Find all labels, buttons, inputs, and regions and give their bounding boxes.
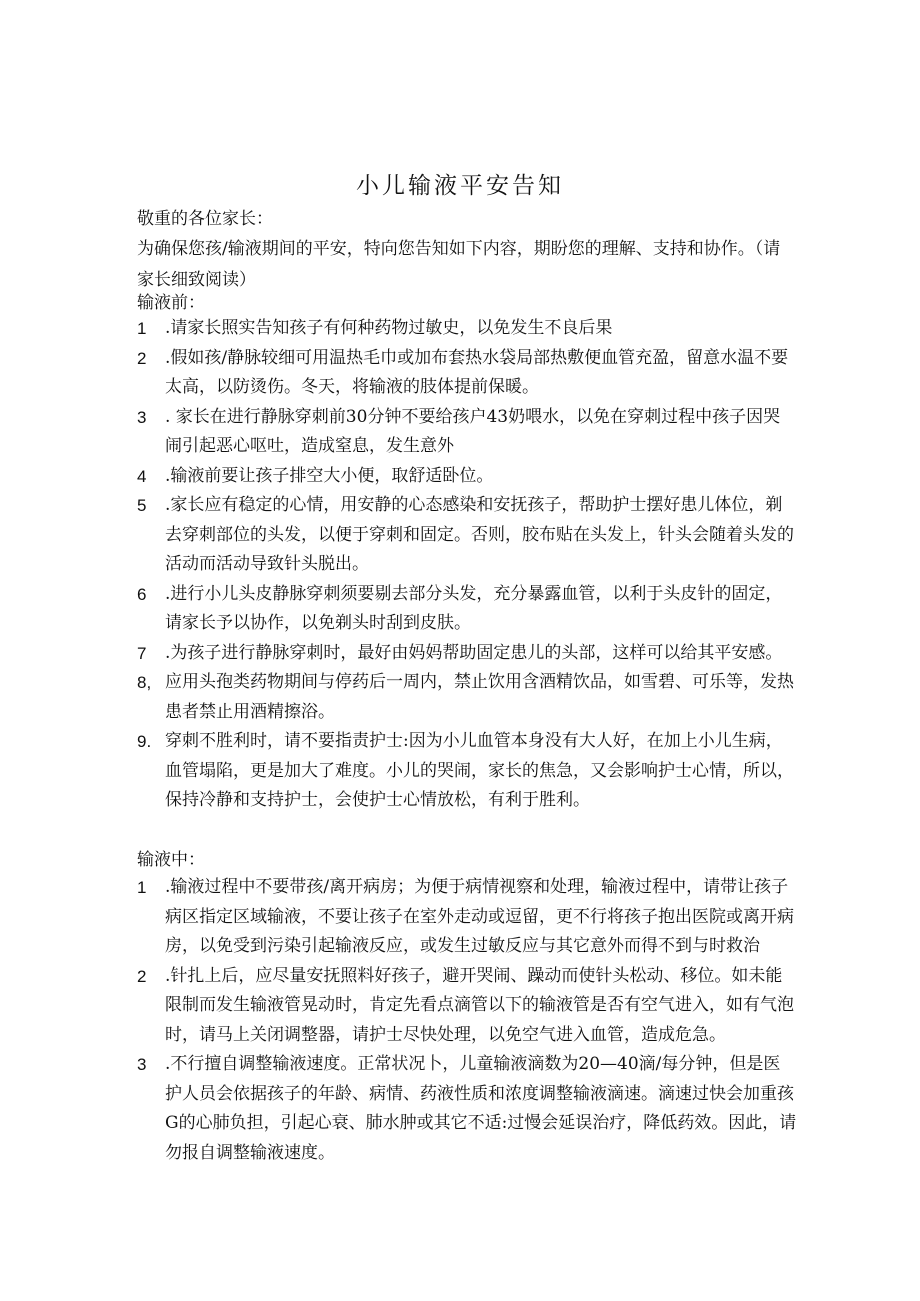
- item-number: 2: [137, 966, 147, 986]
- list-item: [137, 462, 797, 492]
- document-title: 小儿输液平安告知: [356, 173, 564, 199]
- item-text: .输液前要让孩子排空大小便，取舒适卧位。: [165, 465, 494, 486]
- list-item: [137, 580, 797, 639]
- item-text: .为孩子进行静脉穿刺时，最好由妈妈帮助固定患儿的头部，这样可以给其平安感。: [165, 642, 783, 663]
- item-text: 应用头孢类药物期间与停药后一周内，禁止饮用含酒精饮品，如雪碧、可乐等，发热患者禁止用酒精擦浴。: [165, 672, 794, 722]
- item-number: 7: [137, 643, 147, 663]
- section-heading-during: 输液中：: [137, 850, 205, 870]
- item-text: .家长应有稳定的心情，用安静的心态感染和安抚孩子，帮助护士摆好患儿体位，剃去穿刺部位的头发，以便于穿刺和固定。否则，胶布贴在头发上，针头会随着头发的活动而活动导致针头脱出。: [165, 495, 794, 574]
- item-number: 6: [137, 584, 147, 604]
- list-item: [137, 314, 797, 344]
- list-item: [137, 962, 797, 1051]
- item-text: . 家长在进行静脉穿刺前30分钟不要给孩户43奶喂水，以免在穿刺过程中孩子因哭闹引起恶心呕吐，造成窒息，发生意外: [165, 406, 781, 456]
- item-number: 1: [137, 319, 147, 338]
- before-list: [137, 314, 797, 816]
- item-text: .不行擅自调整输液速度。正常状况卜，儿童输液滴数为20—40滴/每分钟，但是医护人员会依据孩子的年龄、病情、药液性质和浓度调整输液滴速。滴速过快会加重孩G的心肺负担，引起心衰、肺水肿或其它不适:过慢会延误治疗，降低药效。因此，请勿报自调整输液速度。: [165, 1054, 797, 1163]
- item-number: 8,: [137, 673, 152, 692]
- item-number: 2: [137, 348, 147, 368]
- item-number: 5: [137, 496, 147, 515]
- list-item: [137, 344, 797, 403]
- list-item: [137, 639, 797, 669]
- item-number: 1: [137, 878, 147, 897]
- list-item: [137, 668, 797, 727]
- section-heading-before: 输液前：: [137, 293, 205, 313]
- item-text: .假如孩/静脉较细可用温热毛巾或加布套热水袋局部热敷便血管充盈，留意水温不要太高，以防烫伤。冬天，将输液的肢体提前保暖。: [165, 347, 789, 397]
- list-item: [137, 873, 797, 962]
- item-text: .进行小儿头皮静脉穿刺须要剔去部分头发，充分暴露血管，以利于头皮针的固定，请家长予以协作，以免剃头时刮到皮肤。: [165, 583, 783, 633]
- list-item: [137, 1050, 797, 1168]
- list-item: [137, 727, 797, 816]
- item-number: 9.: [137, 732, 152, 751]
- greeting: 敬重的各位家长：: [137, 209, 273, 229]
- item-text: 穿刺不胜利时，请不要指责护士:因为小儿血管本身没有大人好，在加上小儿生病，血管塌陷，更是加大了难度。小儿的哭闹，家长的焦急，又会影响护士心情，所以，保持冷静和支持护士，会使护士心情放松，有利于胜利。: [165, 731, 794, 810]
- during-list: [137, 873, 797, 1168]
- list-item: [137, 403, 797, 462]
- item-text: .针扎上后，应尽量安抚照料好孩子，避开哭闹、躁动而使针头松动、移位。如未能限制而发生输液管晃动时，肯定先看点滴管以下的输液管是否有空气进入，如有气泡时，请马上关闭调整器，请护士尽快处理，以免空气进入血管，造成危急。: [165, 965, 794, 1045]
- item-number: 3: [137, 1055, 147, 1074]
- item-text: .请家长照实告知孩子有何种药物过敏史，以免发生不良后果: [165, 318, 613, 338]
- item-number: 3: [137, 407, 147, 427]
- list-item: [137, 491, 797, 580]
- item-text: .输液过程中不要带孩/离开病房；为便于病情视察和处理，输液过程中，请带让孩子病区指定区域输液，不要让孩子在室外走动或逗留，更不行将孩子抱出医院或离开病房，以免受到污染引起输液反应，或发生过敏反应与其它意外而得不到与时救治: [165, 877, 794, 956]
- intro-paragraph: 为确保您孩/输液期间的平安，特向您告知如下内容，期盼您的理解、支持和协作。（请家长细致阅读）: [137, 239, 781, 290]
- item-number: 4: [137, 466, 147, 486]
